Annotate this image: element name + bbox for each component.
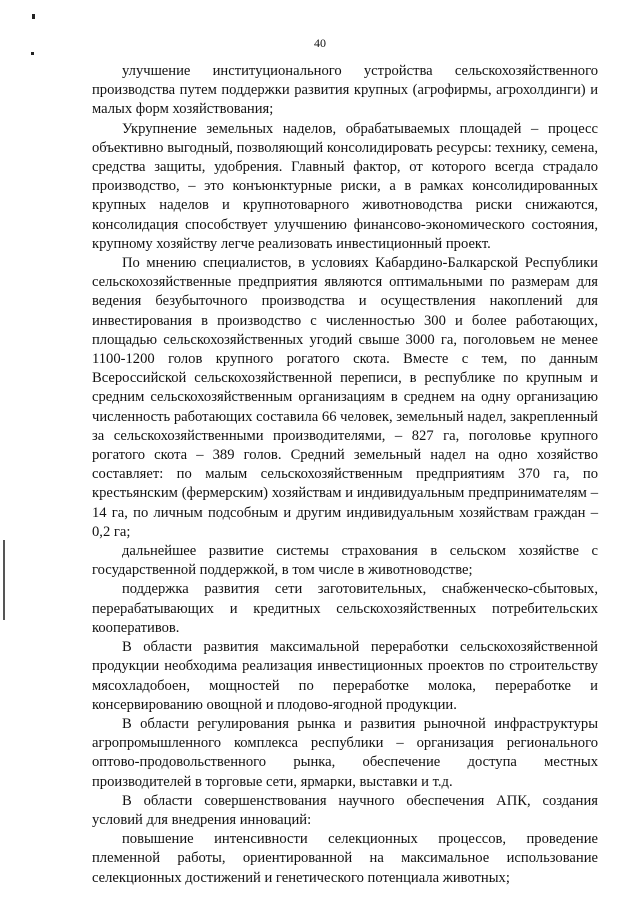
paragraph: Укрупнение земельных наделов, обрабатываемых площадей – процесс объективно выгодный, позволяющий консолидировать ресурсы: технику, семена, средства защиты, удобрения. Главный фактор, от которого всегда страдало производство, – это конъюнктурные риски, а в рамках консолидированных крупных наделов и крупнотоварного животноводства риски снижаются, консолидация способствует улучшению финансово-экономического состояния, крупному хозяйству легче реализовать инвестиционный проект. [92, 120, 598, 252]
scan-artifact [32, 14, 35, 19]
paragraph: улучшение институционального устройства сельскохозяйственного производства путем поддержки развития крупных (агрофирмы, агрохолдинги) и малых форм хозяйствования; [92, 63, 598, 118]
paragraph: повышение интенсивности селекционных процессов, проведение племенной работы, ориентированной на максимальное использование селекционных достижений и генетического потенциала животных; [92, 831, 598, 886]
paragraph: поддержка развития сети заготовительных, снабженческо-сбытовых, перерабатывающих и кредитных сельскохозяйственных потребительских кооперативов. [92, 581, 598, 636]
document-body [92, 62, 598, 888]
paragraph: По мнению специалистов, в условиях Кабардино-Балкарской Республики сельскохозяйственные предприятия являются оптимальными по размерам для ведения безубыточного производства и осуществления накоплений для инвестирования в производство с численностью 300 и более работающих, площадью сельскохозяйственных угодий свыше 3000 га, поголовьем не менее 1100-1200 голов крупного рогатого скота. Вместе с тем, по данным Всероссийской сельскохозяйственной переписи, в республике по крупным и средним сельскохозяйственным организациям в среднем на одну организацию численность работающих составила 66 человек, земельный надел, закрепленный за сельскохозяйственными производителями, – 827 га, поголовье крупного рогатого скота – 389 голов. Средний земельный надел на одно хозяйство составляет: по малым сельскохозяйственным предприятиям 370 га, по крестьянским (фермерским) хозяйствам и индивидуальным предпринимателям – 14 га, по личным подсобным и другим индивидуальным хозяйствам граждан – 0,2 га; [92, 255, 598, 540]
scan-artifact [3, 540, 5, 620]
page-number: 40 [314, 36, 326, 50]
paragraph: В области совершенствования научного обеспечения АПК, создания условий для внедрения инноваций: [92, 792, 598, 828]
paragraph: дальнейшее развитие системы страхования в сельском хозяйстве с государственной поддержкой, в том числе в животноводстве; [92, 543, 598, 579]
scan-artifact [31, 52, 34, 55]
paragraph: В области регулирования рынка и развития рыночной инфраструктуры агропромышленного комплекса республики – организация регионального оптово-продовольственного рынка, обеспечение доступа местных производителей в торговые сети, ярмарки, выставки и т.д. [92, 715, 598, 790]
paragraph: В области развития максимальной переработки сельскохозяйственной продукции необходима реализация инвестиционных проектов по строительству мясохладобоен, мощностей по переработке молока, переработке и консервированию овощной и плодово-ягодной продукции. [92, 639, 598, 713]
